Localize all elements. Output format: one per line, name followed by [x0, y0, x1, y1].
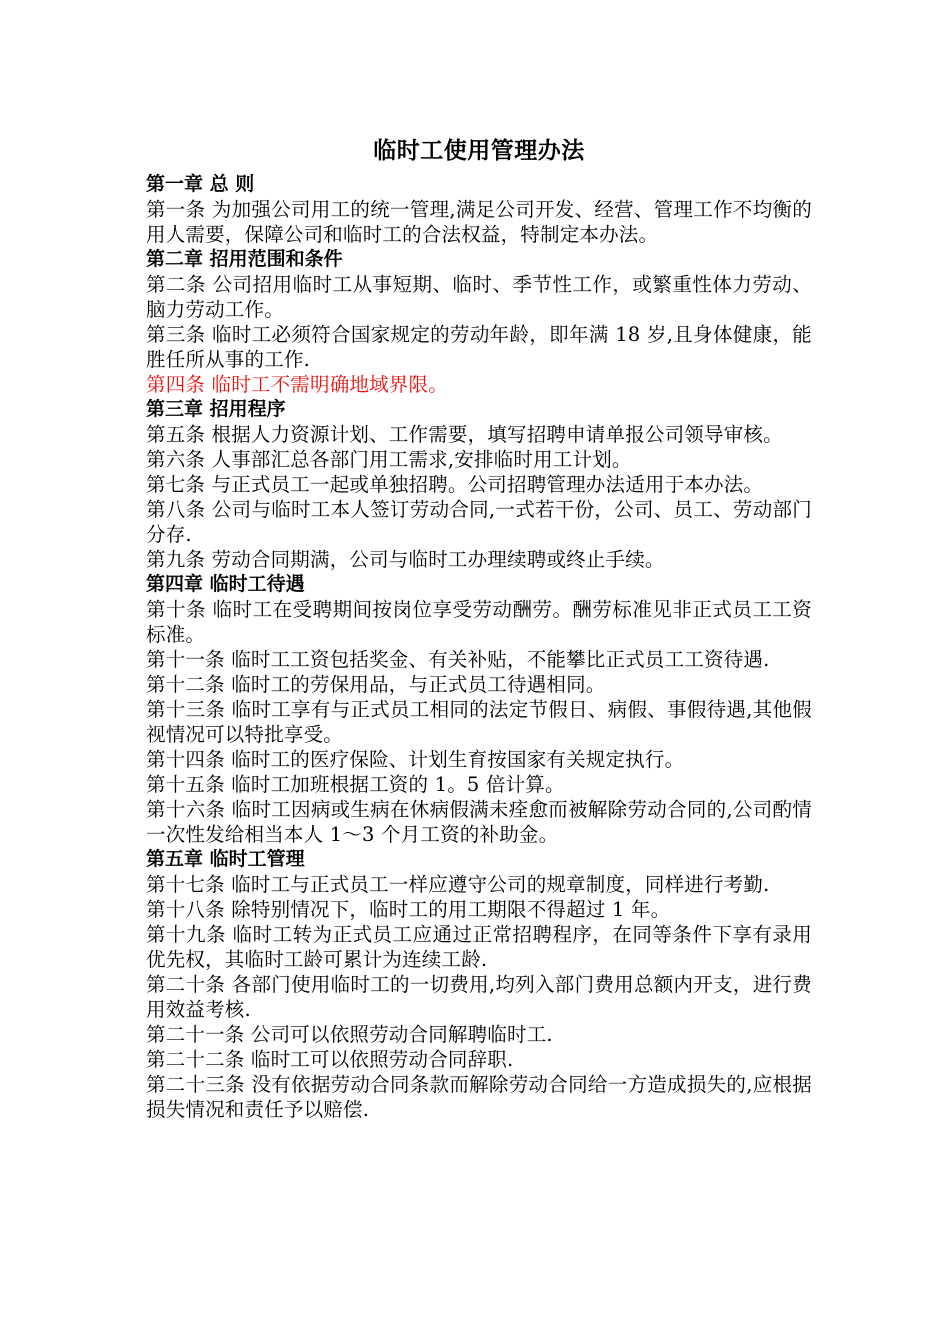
article-paragraph: 第二十条 各部门使用临时工的一切费用,均列入部门费用总额内开支，进行费用效益考核.	[146, 973, 812, 1021]
article-paragraph: 第十八条 除特别情况下，临时工的用工期限不得超过 1 年。	[146, 898, 671, 921]
article-paragraph: 第一条 为加强公司用工的统一管理,满足公司开发、经营、管理工作不均衡的用人需要，保障公司和临时工的合法权益，特制定本办法。	[146, 198, 812, 246]
article-paragraph: 第九条 劳动合同期满，公司与临时工办理续聘或终止手续。	[146, 548, 665, 571]
article-paragraph: 第十四条 临时工的医疗保险、计划生育按国家有关规定执行。	[146, 748, 685, 771]
article-paragraph: 第二十一条 公司可以依照劳动合同解聘临时工.	[146, 1023, 553, 1046]
article-paragraph: 第十五条 临时工加班根据工资的 1。5 倍计算。	[146, 773, 565, 796]
article-paragraph: 第十一条 临时工工资包括奖金、有关补贴，不能攀比正式员工工资待遇.	[146, 648, 770, 671]
article-paragraph: 第十三条 临时工享有与正式员工相同的法定节假日、病假、事假待遇,其他假视情况可以特批享受。	[146, 698, 812, 746]
chapter-heading: 第二章 招用范围和条件	[146, 248, 343, 270]
article-paragraph: 第十二条 临时工的劳保用品，与正式员工待遇相同。	[146, 673, 606, 696]
article-paragraph: 第十九条 临时工转为正式员工应通过正常招聘程序，在同等条件下享有录用优先权，其临时工龄可累计为连续工龄.	[146, 923, 812, 971]
document-body	[146, 134, 812, 1122]
article-paragraph: 第十六条 临时工因病或生病在休病假满未痊愈而被解除劳动合同的,公司酌情一次性发给相当本人 1～3 个月工资的补助金。	[146, 798, 812, 846]
chapter-heading: 第三章 招用程序	[146, 398, 286, 420]
article-paragraph: 第八条 公司与临时工本人签订劳动合同,一式若干份，公司、员工、劳动部门分存.	[146, 498, 812, 546]
article-paragraph: 第三条 临时工必须符合国家规定的劳动年龄，即年满 18 岁,且身体健康，能胜任所从事的工作.	[146, 323, 812, 371]
article-paragraph: 第十条 临时工在受聘期间按岗位享受劳动酬劳。酬劳标准见非正式员工工资标准。	[146, 598, 812, 646]
document-title: 临时工使用管理办法	[373, 138, 585, 164]
article-paragraph: 第四条 临时工不需明确地域界限。	[146, 373, 448, 396]
chapter-heading: 第五章 临时工管理	[146, 848, 305, 870]
article-paragraph: 第二条 公司招用临时工从事短期、临时、季节性工作，或繁重性体力劳动、脑力劳动工作。	[146, 273, 812, 321]
article-paragraph: 第五条 根据人力资源计划、工作需要，填写招聘申请单报公司领导审核。	[146, 423, 783, 446]
article-paragraph: 第二十三条 没有依据劳动合同条款而解除劳动合同给一方造成损失的,应根据损失情况和责任予以赔偿.	[146, 1073, 812, 1121]
chapter-heading: 第一章 总 则	[146, 173, 255, 195]
article-paragraph: 第六条 人事部汇总各部门用工需求,安排临时用工计划。	[146, 448, 632, 471]
sections-container	[146, 172, 812, 1122]
chapter-heading: 第四章 临时工待遇	[146, 573, 305, 595]
article-paragraph: 第十七条 临时工与正式员工一样应遵守公司的规章制度，同样进行考勤.	[146, 873, 770, 896]
article-paragraph: 第二十二条 临时工可以依照劳动合同辞职.	[146, 1048, 514, 1071]
article-paragraph: 第七条 与正式员工一起或单独招聘。公司招聘管理办法适用于本办法。	[146, 473, 764, 496]
